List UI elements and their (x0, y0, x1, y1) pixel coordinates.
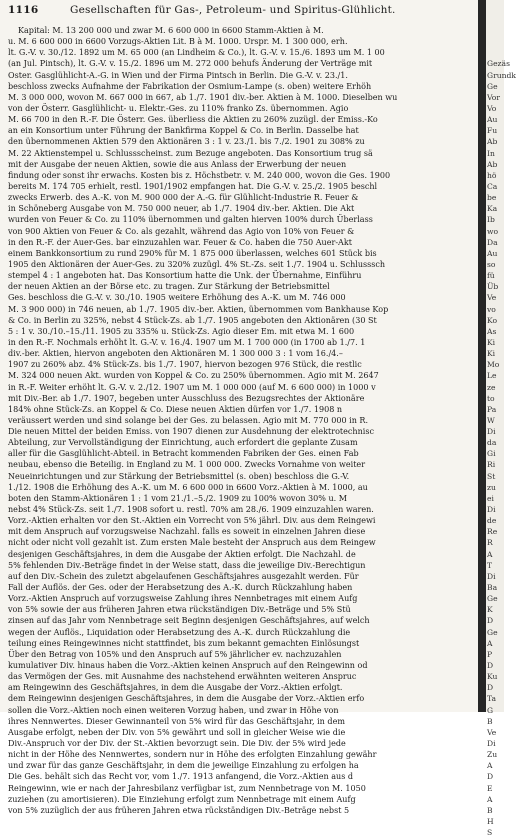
adjacent-line-fragment: so (487, 259, 496, 269)
text-line: dem Reingewinn desjenigen Geschäftsjahres, in dem die Ausgabe der Vorz.-Aktien erfo (8, 694, 365, 704)
text-line: von 900 Aktien von Feuer & Co. als gezahlt, während das Agio von 10% von Feuer & (8, 226, 355, 236)
adjacent-line-fragment: K (487, 605, 493, 615)
text-line: in R.-F. Weiter erhöht lt. G.-V. v. 2./12. 1907 um M. 1 000 000 (auf M. 6 600 000) in 1000 v (8, 382, 376, 392)
adjacent-line-fragment: Vor (487, 92, 500, 102)
adjacent-line-fragment: Di (487, 427, 496, 437)
adjacent-line-fragment: Ri (487, 460, 496, 470)
adjacent-line-fragment: to (487, 393, 495, 403)
adjacent-line-fragment: Di (487, 505, 496, 515)
text-line: lt. G.-V. v. 30./12. 1892 um M. 65 000 (an Lindheim & Co.), lt. G.-V. v. 15./6. 1893 um M. 1 00 (8, 48, 385, 58)
adjacent-line-fragment (487, 25, 516, 36)
adjacent-line-fragment: fü (487, 271, 495, 281)
text-line: an ein Konsortium unter Führung der Bankfirma Koppel & Co. in Berlin. Dasselbe hat (8, 126, 359, 136)
text-line: zwecks Erwerb. des A.-K. von M. 900 000 der A.-G. für Glühlicht-Industrie R. Feuer & (8, 193, 359, 203)
text-line: 184% ohne Stück-Zs. an Koppel & Co. Diese neuen Aktien dürfen vor 1./7. 1908 n (8, 404, 343, 414)
text-line: neubau, ebenso die Beteilig. in England zu M. 1 000 000. Zwecks Vornahme von weiter (8, 460, 366, 470)
text-line: das Vermögen der Ges. mit Ausnahme des nachstehend erwähnten weiteren Anspruc (8, 672, 357, 682)
adjacent-line-fragment: In (487, 148, 495, 158)
adjacent-line-fragment: ze (487, 382, 496, 392)
text-line: veräussert werden und sind solange bei der Ges. zu belassen. Agio mit M. 770 000 in R. (8, 415, 369, 425)
text-line: ihres Nennwertes. Dieser Gewinnanteil von 5% wird für das Geschäftsjahr, in dem (8, 716, 345, 726)
text-line: & Co. in Berlin zu 325%, nebst 4 Stück-Zs. ab 1./7. 1905 angeboten den Aktionären (30 St (8, 315, 377, 325)
text-line: in den R.-F. Nochmals erhöht lt. G.-V. v. 16./4. 1907 um M. 1 700 000 (in 1700 ab 1./7. 1 (8, 337, 366, 347)
text-line: wurden von Feuer & Co. zu 110% übernommen und galten hierven 100% durch Überlass (8, 215, 373, 225)
text-line: von 5% sowie der aus früheren Jahren etwa rückständigen Div.-Beträge und 5% Stü (8, 605, 351, 615)
adjacent-page-text (487, 25, 516, 838)
adjacent-line-fragment: Au (487, 115, 498, 125)
adjacent-line-fragment: R (487, 538, 493, 548)
adjacent-line-fragment: Le (487, 371, 497, 381)
text-line: sollen die Vorz.-Aktien noch einen weiteren Vorzug haben, und zwar in Höhe von (8, 705, 339, 715)
adjacent-line-fragment: Gezäs (487, 59, 510, 69)
text-line: am Reingewinn des Geschäftsjahres, in dem die Ausgabe der Vorz.-Aktien erfolgt. (8, 683, 343, 693)
adjacent-line-fragment: be (487, 193, 497, 203)
adjacent-line-fragment: H (487, 816, 494, 826)
text-line: desjenigen Geschäftsjahres, in dem die Ausgabe der Aktien erfolgt. Die Nachzahl. de (8, 549, 356, 559)
text-line: Reingewinn, wie er nach der Jahresbilanz verfügbar ist, zum Nennbetrage von M. 1050 (8, 783, 366, 793)
text-line: nicht oder nicht voll gezahlt ist. Zum ersten Male besteht der Anspruch aus dem Reingew (8, 538, 376, 548)
text-line: M. 3 000 000, wovon M. 667 000 in 667, ab 1./7. 1901 div.-ber. Aktien à M. 1000. Dieselben wu (8, 92, 398, 102)
text-line: von 5% zuzüglich der aus früheren Jahren etwa rückständigen Div.-Beträge nebst 5 (8, 805, 350, 815)
text-line: Ges. beschloss die G.-V. v. 30./10. 1905 weitere Erhöhung des A.-K. um M. 746 000 (8, 293, 346, 303)
adjacent-line-fragment: Ko (487, 315, 498, 325)
adjacent-line-fragment: D (487, 616, 494, 626)
adjacent-line-fragment: P (487, 649, 493, 659)
text-line: Vorz.-Aktien erhalten vor den St.-Aktien ein Vorrecht von 5% jährl. Div. aus dem Reingewi (8, 516, 376, 526)
text-line: Die Ges. behält sich das Recht vor, vom 1./7. 1913 anfangend, die Vorz.-Aktien aus d (8, 772, 354, 782)
text-line: den übernommenen Aktien 579 den Aktionären 3 : 1 v. 23./1. bis 7./2. 1901 zu 308% zu (8, 137, 365, 147)
adjacent-line-fragment: Ki (487, 349, 496, 359)
text-line: von der Österr. Gasglühlicht- u. Elektr.-Ges. zu 110% franko Zs. übernommen. Agio (8, 103, 349, 113)
adjacent-line-fragment: Fu (487, 126, 498, 136)
text-line: nebst 4% Stück-Zs. seit 1./7. 1908 sofort u. restl. 70% am 28./6. 1909 einzuzahlen waren. (8, 505, 374, 515)
adjacent-line-fragment: S (487, 828, 493, 838)
adjacent-line-fragment: Re (487, 527, 498, 537)
adjacent-line-fragment: Üb (487, 282, 499, 292)
adjacent-line-fragment: Di (487, 571, 496, 581)
adjacent-line-fragment: Da (487, 237, 498, 247)
text-line: zinsen auf das Jahr vom Nennbetrage seit Beginn desjenigen Geschäftsjahres, auf welch (8, 616, 370, 626)
text-line: in den R.-F. der Auer-Ges. bar einzuzahlen war. Feuer & Co. haben die 750 Auer-Akt (8, 237, 352, 247)
text-line: Vorz.-Aktien Anspruch auf vorzugsweise Zahlung ihres Nennbetrages mit einem Aufg (8, 594, 358, 604)
adjacent-line-fragment: Grundk (487, 70, 516, 80)
text-line: auf den Div.-Schein des zuletzt abgelaufenen Geschäftsjahres ausgezahlt werden. Für (8, 571, 359, 581)
text-line: mit der Ausgabe der neuen Aktien, sowie die aus Anlass der Erwerbung der neuen (8, 159, 347, 169)
text-line: u. M. 6 600 000 in 6600 Vorzugs-Aktien Lit. B à M. 1000. Urspr. M. 1 300 000, erh. (8, 37, 348, 47)
adjacent-line-fragment: Ge (487, 627, 498, 637)
adjacent-line-fragment: T (487, 560, 493, 570)
text-line: bereits M. 174 705 erhielt, restl. 1901/1902 empfangen hat. Die G.-V. v. 25./2. 1905 beschl (8, 181, 378, 191)
text-line: div.-ber. Aktien, hiervon angeboten den Aktionären M. 1 300 000 3 : 1 vom 16./4.– (8, 349, 343, 359)
text-line: und zwar für das ganze Geschäftsjahr, in dem die jeweilige Einzahlung zu erfolgen ha (8, 761, 359, 771)
text-line: boten den Stamm-Aktionären 1 : 1 vom 21./1.–5./2. 1909 zu 100% wovon 30% u. M (8, 493, 348, 503)
adjacent-page-strip (486, 0, 516, 838)
adjacent-line-fragment: hö (487, 170, 497, 180)
text-line: wegen der Auflös., Liquidation oder Herabsetzung des A.-K. durch Rückzahlung die (8, 627, 351, 637)
adjacent-line-fragment: Ve (487, 727, 497, 737)
text-line: beschloss zwecks Aufnahme der Fabrikation der Osmium-Lampe (s. oben) weitere Erhöh (8, 81, 372, 91)
text-line: M. 22 Aktienstempel u. Schlussscheinst. zum Bezuge angeboten. Das Konsortium trug sä (8, 148, 373, 158)
text-line: Oster. Gasglühlicht-A.-G. in Wien und der Firma Pintsch in Berlin. Die G.-V. v. 23./1. (8, 70, 348, 80)
adjacent-line-fragment: B (487, 716, 493, 726)
text-line: 5 : 1 v. 30./10.–15./11. 1905 zu 335% u. Stück-Zs. Agio dieser Em. mit etwa M. 1 600 (8, 326, 355, 336)
adjacent-line-fragment: Di (487, 739, 496, 748)
adjacent-line-fragment: Ge (487, 594, 498, 604)
running-title: Gesellschaften für Gas-, Petroleum- und Spiritus-Glühlicht. (70, 4, 396, 16)
adjacent-line-fragment (487, 47, 516, 58)
text-line: Abteilung, zur Vervollständigung der Einrichtung, auch erfordert die geplante Zusam (8, 438, 358, 448)
adjacent-line-fragment: A (487, 761, 493, 771)
adjacent-line-fragment: Ab (487, 137, 498, 147)
adjacent-line-fragment: E (487, 783, 493, 793)
text-line: M. 324 000 neuen Akt. wurden von Koppel & Co. zu 250% übernommen. Agio mit M. 2647 (8, 371, 379, 381)
text-line: Neueinrichtungen und zur Stärkung der Betriebsmittel (s. oben) beschloss die G.-V. (8, 471, 350, 481)
text-line: kumulativer Div. hinaus haben die Vorz.-Aktien keinen Anspruch auf den Reingewinn od (8, 661, 368, 671)
text-line: 1./12. 1908 die Erhöhung des A.-K. um M. 6 600 000 in 6600 Vorz.-Aktien à M. 1000, au (8, 482, 368, 492)
text-line: mit Div.-Ber. ab 1./7. 1907, begeben unter Ausschluss des Bezugsrechtes der Aktionäre (8, 393, 365, 403)
text-line: Ausgabe erfolgt, neben der Div. von 5% gewährt und soll in gleicher Weise wie die (8, 727, 346, 737)
text-line: 1907 zu 260% abz. 4% Stück-Zs. bis 1./7. 1907, hiervon bezogen 976 Stück, die restlic (8, 360, 362, 370)
adjacent-line-fragment: ei (487, 493, 494, 503)
adjacent-line-fragment: B (487, 805, 493, 815)
text-line: 5% fehlenden Div.-Beträge findet in der Weise statt, dass die jeweilige Div.-Berechtigun (8, 560, 366, 570)
text-line: Div.-Anspruch vor der Div. der St.-Aktien bevorzugt sein. Die Div. der 5% wird jede (8, 739, 346, 748)
text-line: findung oder sonst ihr erwachs. Kosten bis z. Höchstbetr. v. M. 240 000, wovon die Ges. 1900 (8, 170, 391, 180)
adjacent-line-fragment: St (487, 471, 496, 481)
adjacent-line-fragment: G (487, 705, 494, 715)
text-line: M. 66 700 in den R.-F. Die Österr. Ges. überliess die Aktien zu 260% zuzügl. der Emiss.-Ko (8, 115, 378, 125)
text-line: Über den Betrag von 105% und den Anspruch auf 5% jährlicher ev. nachzuzahlen (8, 649, 342, 659)
adjacent-line-fragment: Ca (487, 181, 498, 191)
adjacent-line-fragment: Ib (487, 215, 495, 225)
text-line: zuziehen (zu amortisieren). Die Einziehung erfolgt zum Nennbetrage mit einem Aufg (8, 794, 356, 804)
adjacent-line-fragment: A (487, 794, 493, 804)
adjacent-line-fragment: D (487, 683, 494, 693)
adjacent-line-fragment: As (487, 326, 497, 336)
text-line: nicht in der Höhe des Nennwertes, sondern nur in Höhe des erfolgten Einzahlung gewähr (8, 750, 377, 760)
text-line: stempel 4 : 1 angeboten hat. Das Konsortium hatte die Unk. der Übernahme, Einführu (8, 271, 362, 281)
text-line: teilung eines Reingewinnes nicht stattfindet, bis zum bekannt gemachten Einlösungst (8, 638, 360, 648)
text-line: 1905 den Aktionären der Auer-Ges. zu 320% zuzügl. 4% St.-Zs. seit 1./7. 1904 u. Schlusssch (8, 259, 386, 269)
adjacent-line-fragment: Ki (487, 337, 496, 347)
adjacent-line-fragment: A (487, 549, 493, 559)
adjacent-line-fragment: Mo (487, 360, 500, 370)
page-header (8, 3, 470, 17)
page-number: 1116 (8, 4, 39, 16)
adjacent-line-fragment: Pa (487, 404, 497, 414)
adjacent-line-fragment: A (487, 638, 493, 648)
text-line: Die neuen Mittel der beiden Emiss. von 1907 dienen zur Ausdehnung der elektrotechnisc (8, 427, 374, 437)
adjacent-line-fragment: D (487, 772, 494, 782)
text-line: mit dem Anspruch auf vorzugsweise Nachzahl. falls es soweit in einzelnen Jahren diese (8, 527, 366, 537)
adjacent-line-fragment: wo (487, 226, 499, 236)
adjacent-line-fragment: Ab (487, 159, 498, 169)
adjacent-line-fragment: vo (487, 304, 496, 314)
text-line: der neuen Aktien an der Börse etc. zu tragen. Zur Stärkung der Betriebsmittel (8, 282, 330, 292)
adjacent-line-fragment: Zu (487, 750, 498, 760)
text-line: (an Jul. Pintsch), lt. G.-V. v. 15./2. 1896 um M. 272 000 behufs Änderung der Verträge mit (8, 59, 373, 69)
adjacent-line-fragment: da (487, 438, 497, 448)
text-line: Fall der Auflös. der Ges. oder der Herabsetzung des A.-K. durch Rückzahlung haben (8, 583, 353, 593)
adjacent-line-fragment: zu (487, 482, 496, 492)
text-line: aller für die Gasglühlicht-Abteil. in Betracht kommenden Fabriken der Ges. einen Fab (8, 449, 359, 459)
adjacent-line-fragment: Au (487, 248, 498, 258)
text-line: Kapital: M. 13 200 000 und zwar M. 6 600 000 in 6600 Stamm-Aktien à M. (18, 26, 324, 35)
adjacent-line-fragment: Ba (487, 583, 498, 593)
text-line: M. 3 900 000) in 746 neuen, ab 1./7. 1905 div.-ber. Aktien, übernommen vom Bankhause Kop (8, 304, 389, 314)
adjacent-line-fragment: Ve (487, 293, 497, 303)
book-gutter (478, 0, 486, 712)
adjacent-line-fragment: Ka (487, 204, 498, 214)
adjacent-line-fragment: Ta (487, 694, 497, 704)
adjacent-line-fragment: Ge (487, 81, 498, 91)
adjacent-line-fragment: D (487, 661, 494, 671)
adjacent-line-fragment (487, 36, 516, 47)
text-line: einem Bankkonsortium zu rund 290% für M. 1 875 000 überlassen, welches 601 Stück bis (8, 248, 377, 258)
adjacent-line-fragment: W (487, 415, 495, 425)
text-line: in Schöneberg Ausgabe von M. 750 000 neuer, ab 1./7. 1904 div.-ber. Aktien. Die Akt (8, 204, 355, 214)
body-text (8, 25, 474, 816)
adjacent-line-fragment: Ku (487, 672, 498, 682)
adjacent-line-fragment: de (487, 516, 497, 526)
adjacent-line-fragment: Vo (487, 103, 497, 113)
adjacent-line-fragment: Gi (487, 449, 496, 459)
